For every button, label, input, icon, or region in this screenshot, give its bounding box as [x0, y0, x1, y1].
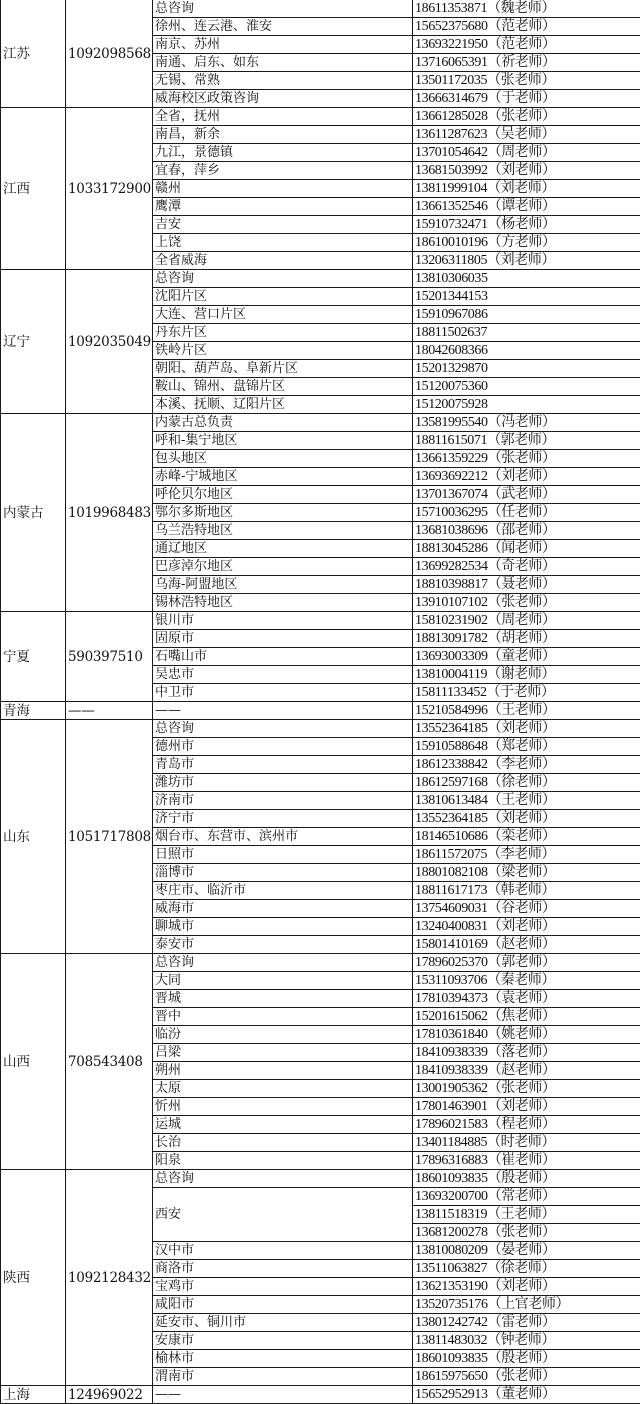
contact-phone: 13661285028（张老师）	[413, 108, 640, 126]
region-name: 大同	[153, 972, 413, 990]
region-name: 运城	[153, 1116, 413, 1134]
region-name: 乌兰浩特地区	[153, 522, 413, 540]
region-name: 银川市	[153, 612, 413, 630]
region-name: 榆林市	[153, 1350, 413, 1368]
region-name: 枣庄市、临沂市	[153, 882, 413, 900]
contact-phone: 18042608366	[413, 342, 640, 360]
contact-phone: 13681038696（邵老师）	[413, 522, 640, 540]
region-name: 吴忠市	[153, 666, 413, 684]
region-name: 固原市	[153, 630, 413, 648]
region-name: 淄博市	[153, 864, 413, 882]
contact-phone: 13681200278（张老师）	[413, 1224, 640, 1242]
contact-phone: 13581995540（冯老师）	[413, 414, 640, 432]
contact-phone: 13666314679（于老师）	[413, 90, 640, 108]
region-name: 九江，景德镇	[153, 144, 413, 162]
contact-phone: 17810361840（姚老师）	[413, 1026, 640, 1044]
region-name: 潍坊市	[153, 774, 413, 792]
region-name: 烟台市、东营市、滨州市	[153, 828, 413, 846]
contact-phone: 13716065391（祈老师）	[413, 54, 640, 72]
region-name: 总咨询	[153, 0, 413, 18]
contact-phone: 18811502637	[413, 324, 640, 342]
region-name: 吕梁	[153, 1044, 413, 1062]
contact-phone: 15652375680（范老师）	[413, 18, 640, 36]
region-name: 阳泉	[153, 1152, 413, 1170]
contact-phone: 17896021583（程老师）	[413, 1116, 640, 1134]
contact-phone: 18612338842（李老师）	[413, 756, 640, 774]
region-name: 南昌，新余	[153, 126, 413, 144]
region-name: 汉中市	[153, 1242, 413, 1260]
qq-group-number: 1051717808	[66, 720, 153, 954]
contact-phone: 18813091782（胡老师）	[413, 630, 640, 648]
contact-phone: 13693003309（童老师）	[413, 648, 640, 666]
region-name: 鹰潭	[153, 198, 413, 216]
contact-phone: 13520735176（上官老师）	[413, 1296, 640, 1314]
contact-phone: 13401184885（时老师）	[413, 1134, 640, 1152]
region-name: 晋城	[153, 990, 413, 1008]
contact-phone: 18611353871（魏老师）	[413, 0, 640, 18]
contact-phone: 13811518319（王老师）	[413, 1206, 640, 1224]
region-name: 商洛市	[153, 1260, 413, 1278]
contact-phone: 13621353190（刘老师）	[413, 1278, 640, 1296]
region-name: 鄂尔多斯地区	[153, 504, 413, 522]
contact-phone: 15710036295（任老师）	[413, 504, 640, 522]
contact-phone: 13240400831（刘老师）	[413, 918, 640, 936]
region-name: 乌海-阿盟地区	[153, 576, 413, 594]
qq-group-number: 590397510	[66, 612, 153, 702]
qq-group-number: 1033172900	[66, 108, 153, 270]
province-name: 山西	[1, 954, 66, 1170]
region-name: 延安市、铜川市	[153, 1314, 413, 1332]
region-name: ——	[153, 702, 413, 720]
region-name: 通辽地区	[153, 540, 413, 558]
region-name: 全省，抚州	[153, 108, 413, 126]
contact-phone: 13661352546（谭老师）	[413, 198, 640, 216]
contact-phone: 17896316883（崔老师）	[413, 1152, 640, 1170]
contact-phone: 13552364185（刘老师）	[413, 810, 640, 828]
contact-phone: 15910967086	[413, 306, 640, 324]
contact-phone: 15810231902（周老师）	[413, 612, 640, 630]
contact-phone: 13810613484（王老师）	[413, 792, 640, 810]
contact-phone: 13552364185（刘老师）	[413, 720, 640, 738]
region-name: 聊城市	[153, 918, 413, 936]
contact-phone: 18601093835（殷老师）	[413, 1350, 640, 1368]
region-name: 威海市	[153, 900, 413, 918]
region-name: 日照市	[153, 846, 413, 864]
region-name: 丹东片区	[153, 324, 413, 342]
contact-phone: 18610010196（方老师）	[413, 234, 640, 252]
region-name: 总咨询	[153, 270, 413, 288]
contact-phone: 13910107102（张老师）	[413, 594, 640, 612]
region-name: 徐州、连云港、淮安	[153, 18, 413, 36]
region-name: 内蒙古总负责	[153, 414, 413, 432]
contact-phone: 13501172035（张老师）	[413, 72, 640, 90]
contact-phone: 13810306035	[413, 270, 640, 288]
province-name: 陕西	[1, 1170, 66, 1386]
region-name: 济宁市	[153, 810, 413, 828]
region-name: 泰安市	[153, 936, 413, 954]
contact-phone: 13699282534（奇老师）	[413, 558, 640, 576]
table-row	[1, 702, 640, 720]
region-name: 德州市	[153, 738, 413, 756]
contact-phone: 13811999104（刘老师）	[413, 180, 640, 198]
region-name: 朝阳、葫芦岛、阜新片区	[153, 360, 413, 378]
table-row	[1, 1386, 640, 1404]
contact-phone: 13810004119（谢老师）	[413, 666, 640, 684]
region-name: 南通、启东、如东	[153, 54, 413, 72]
contact-phone: 13754609031（谷老师）	[413, 900, 640, 918]
region-name: 大连、营口片区	[153, 306, 413, 324]
contact-phone: 18410938339（落老师）	[413, 1044, 640, 1062]
contact-phone: 18811617173（韩老师）	[413, 882, 640, 900]
region-name: 忻州	[153, 1098, 413, 1116]
contact-phone: 13206311805（刘老师）	[413, 252, 640, 270]
region-name: 渭南市	[153, 1368, 413, 1386]
region-name: 南京、苏州	[153, 36, 413, 54]
contact-phone: 13511063827（徐老师）	[413, 1260, 640, 1278]
contact-phone: 13681503992（刘老师）	[413, 162, 640, 180]
table-row	[1, 954, 640, 972]
contact-phone: 13693200700（常老师）	[413, 1188, 640, 1206]
region-name: 巴彦淖尔地区	[153, 558, 413, 576]
contact-phone: 18601093835（殷老师）	[413, 1170, 640, 1188]
region-name: 吉安	[153, 216, 413, 234]
contact-phone: 18612597168（徐老师）	[413, 774, 640, 792]
region-name: 包头地区	[153, 450, 413, 468]
qq-group-number: 1019968483	[66, 414, 153, 612]
qq-group-number: 708543408	[66, 954, 153, 1170]
region-name: 沈阳片区	[153, 288, 413, 306]
region-name: 赣州	[153, 180, 413, 198]
region-name: 宝鸡市	[153, 1278, 413, 1296]
contact-phone: 15652952913（董老师）	[413, 1386, 640, 1404]
contact-phone: 15201329870	[413, 360, 640, 378]
contact-phone: 18611572075（李老师）	[413, 846, 640, 864]
table-row	[1, 270, 640, 288]
contact-phone: 13701054642（周老师）	[413, 144, 640, 162]
contact-phone: 18813045286（闻老师）	[413, 540, 640, 558]
qq-group-number: 1092035049	[66, 270, 153, 414]
region-name: 中卫市	[153, 684, 413, 702]
region-name: 太原	[153, 1080, 413, 1098]
contact-phone: 17801463901（刘老师）	[413, 1098, 640, 1116]
table-row	[1, 0, 640, 18]
qq-group-number: ——	[66, 702, 153, 720]
region-name: 赤峰-宁城地区	[153, 468, 413, 486]
region-name: 呼伦贝尔地区	[153, 486, 413, 504]
contact-phone: 15811133452（于老师）	[413, 684, 640, 702]
region-name: 西安	[153, 1188, 413, 1242]
table-row	[1, 720, 640, 738]
contact-phone: 13611287623（吴老师）	[413, 126, 640, 144]
contact-phone: 15201344153	[413, 288, 640, 306]
qq-group-number: 124969022	[66, 1386, 153, 1404]
province-name: 山东	[1, 720, 66, 954]
contact-phone: 13693692212（刘老师）	[413, 468, 640, 486]
contact-phone: 15910588648（郑老师）	[413, 738, 640, 756]
qq-group-number: 1092098568	[66, 0, 153, 108]
province-name: 江西	[1, 108, 66, 270]
contact-phone: 15120075928	[413, 396, 640, 414]
contact-phone: 17810394373（袁老师）	[413, 990, 640, 1008]
contact-phone: 13693221950（范老师）	[413, 36, 640, 54]
contact-phone: 15120075360	[413, 378, 640, 396]
table-row	[1, 108, 640, 126]
region-name: 锡林浩特地区	[153, 594, 413, 612]
region-name: 鞍山、锦州、盘锦片区	[153, 378, 413, 396]
qq-group-number: 1092128432	[66, 1170, 153, 1386]
province-name: 江苏	[1, 0, 66, 108]
region-name: 无锡、常熟	[153, 72, 413, 90]
region-name: 铁岭片区	[153, 342, 413, 360]
region-name: 长治	[153, 1134, 413, 1152]
contact-phone: 13661359229（张老师）	[413, 450, 640, 468]
region-name: 晋中	[153, 1008, 413, 1026]
region-name: 济南市	[153, 792, 413, 810]
contact-phone: 18811615071（郭老师）	[413, 432, 640, 450]
region-name: 总咨询	[153, 1170, 413, 1188]
table-body	[1, 0, 640, 1404]
province-name: 宁夏	[1, 612, 66, 702]
province-name: 上海	[1, 1386, 66, 1404]
contact-phone: 18146510686（栾老师）	[413, 828, 640, 846]
region-name: 青岛市	[153, 756, 413, 774]
region-name: 威海校区政策咨询	[153, 90, 413, 108]
region-name: 本溪、抚顺、辽阳片区	[153, 396, 413, 414]
table-row	[1, 414, 640, 432]
region-name: 宜春，萍乡	[153, 162, 413, 180]
contact-phone: 15801410169（赵老师）	[413, 936, 640, 954]
contact-phone: 15311093706（秦老师）	[413, 972, 640, 990]
province-name: 内蒙古	[1, 414, 66, 612]
region-name: 咸阳市	[153, 1296, 413, 1314]
region-name: 全省威海	[153, 252, 413, 270]
contact-phone: 15910732471（杨老师）	[413, 216, 640, 234]
table-row	[1, 1170, 640, 1188]
contact-phone: 13701367074（武老师）	[413, 486, 640, 504]
contact-phone: 18810398817（聂老师）	[413, 576, 640, 594]
region-name: 朔州	[153, 1062, 413, 1080]
contact-phone: 13001905362（张老师）	[413, 1080, 640, 1098]
contact-phone: 17896025370（郭老师）	[413, 954, 640, 972]
contact-phone: 18615975650（张老师）	[413, 1368, 640, 1386]
contact-phone: 18801082108（梁老师）	[413, 864, 640, 882]
region-name: 石嘴山市	[153, 648, 413, 666]
province-name: 青海	[1, 702, 66, 720]
table-row	[1, 612, 640, 630]
region-name: 呼和-集宁地区	[153, 432, 413, 450]
contact-phone: 13810080209（晏老师）	[413, 1242, 640, 1260]
region-name: 上饶	[153, 234, 413, 252]
region-name: ——	[153, 1386, 413, 1404]
region-name: 总咨询	[153, 720, 413, 738]
region-name: 总咨询	[153, 954, 413, 972]
contact-phone: 18410938339（赵老师）	[413, 1062, 640, 1080]
contact-phone: 13801242742（雷老师）	[413, 1314, 640, 1332]
region-name: 安康市	[153, 1332, 413, 1350]
region-name: 临汾	[153, 1026, 413, 1044]
contact-phone: 15201615062（焦老师）	[413, 1008, 640, 1026]
contact-phone: 13811483032（钟老师）	[413, 1332, 640, 1350]
province-name: 辽宁	[1, 270, 66, 414]
contact-phone: 15210584996（王老师）	[413, 702, 640, 720]
